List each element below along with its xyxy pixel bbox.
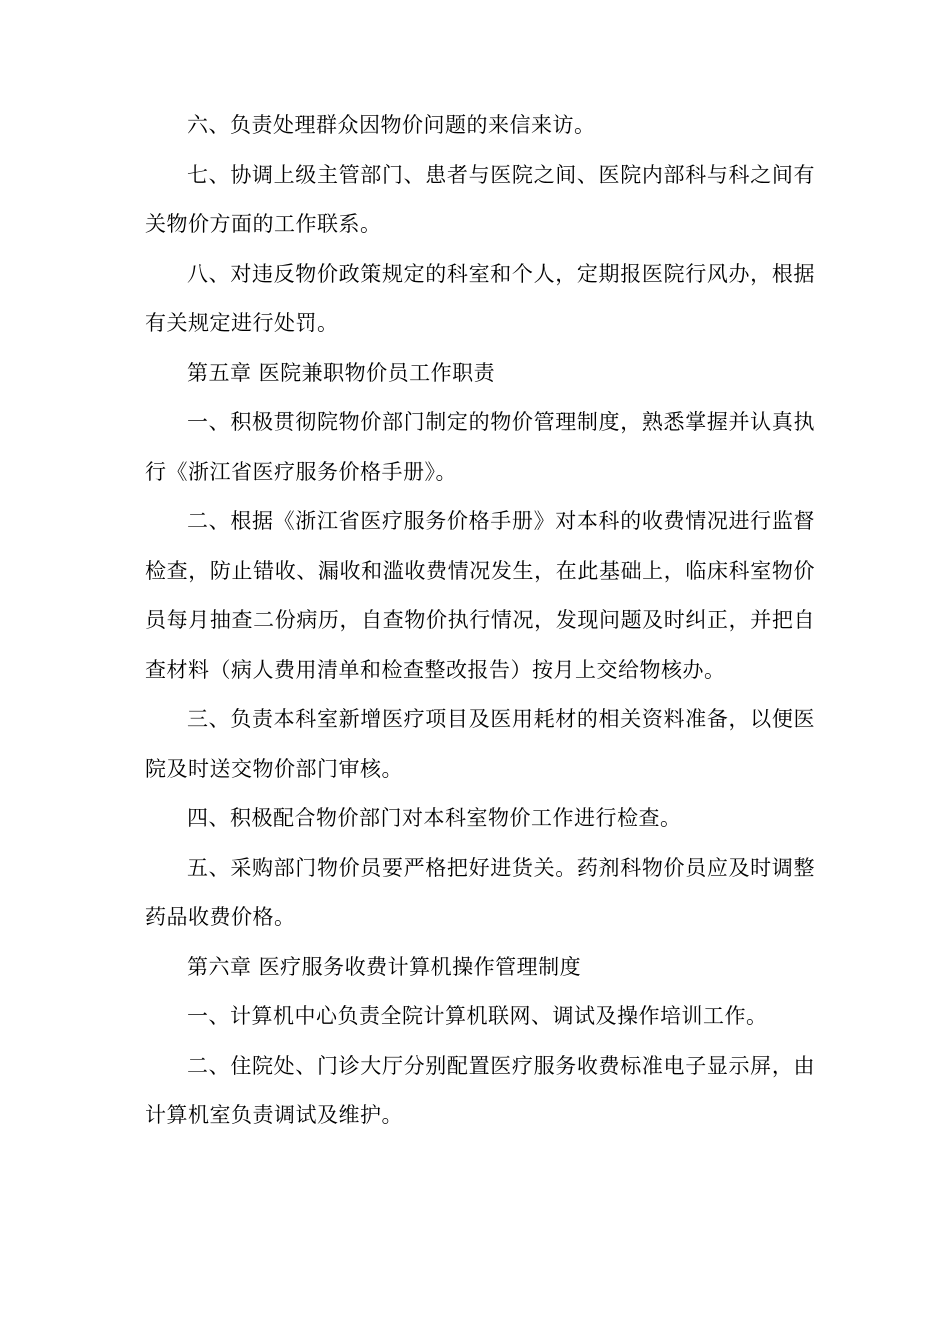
- chapter-6-heading: 第六章 医疗服务收费计算机操作管理制度: [187, 954, 582, 979]
- paragraph-ch5-item-5: 五、采购部门物价员要严格把好进货关。药剂科物价员应及时调整药品收费价格。: [145, 855, 815, 929]
- paragraph-ch5-item-3: 三、负责本科室新增医疗项目及医用耗材的相关资料准备，以便医院及时送交物价部门审核。: [145, 707, 815, 781]
- paragraph-ch5-item-2: 二、根据《浙江省医疗服务价格手册》对本科的收费情况进行监督检查，防止错收、漏收和滥收费情况发生，在此基础上，临床科室物价员每月抽查二份病历，自查物价执行情况，发现问题及时纠正，并把自查材料（病人费用清单和检查整改报告）按月上交给物核办。: [145, 509, 815, 682]
- chapter-5-heading: 第五章 医院兼职物价员工作职责: [187, 360, 496, 385]
- paragraph-ch5-item-4: 四、积极配合物价部门对本科室物价工作进行检查。: [187, 806, 682, 830]
- paragraph-ch6-item-2: 二、住院处、门诊大厅分别配置医疗服务收费标准电子显示屏，由计算机室负责调试及维护。: [145, 1053, 815, 1127]
- document-body: [145, 101, 815, 1141]
- paragraph-ch6-item-1: 一、计算机中心负责全院计算机联网、调试及操作培训工作。: [187, 1004, 768, 1028]
- paragraph-ch5-item-1: 一、积极贯彻院物价部门制定的物价管理制度，熟悉掌握并认真执行《浙江省医疗服务价格手册》。: [145, 410, 815, 484]
- paragraph-item-7-coordination: 七、协调上级主管部门、患者与医院之间、医院内部科与科之间有关物价方面的工作联系。: [145, 162, 815, 236]
- paragraph-item-6-letters: 六、负责处理群众因物价问题的来信来访。: [187, 113, 596, 137]
- paragraph-item-8-penalties: 八、对违反物价政策规定的科室和个人，定期报医院行风办，根据有关规定进行处罚。: [145, 261, 815, 335]
